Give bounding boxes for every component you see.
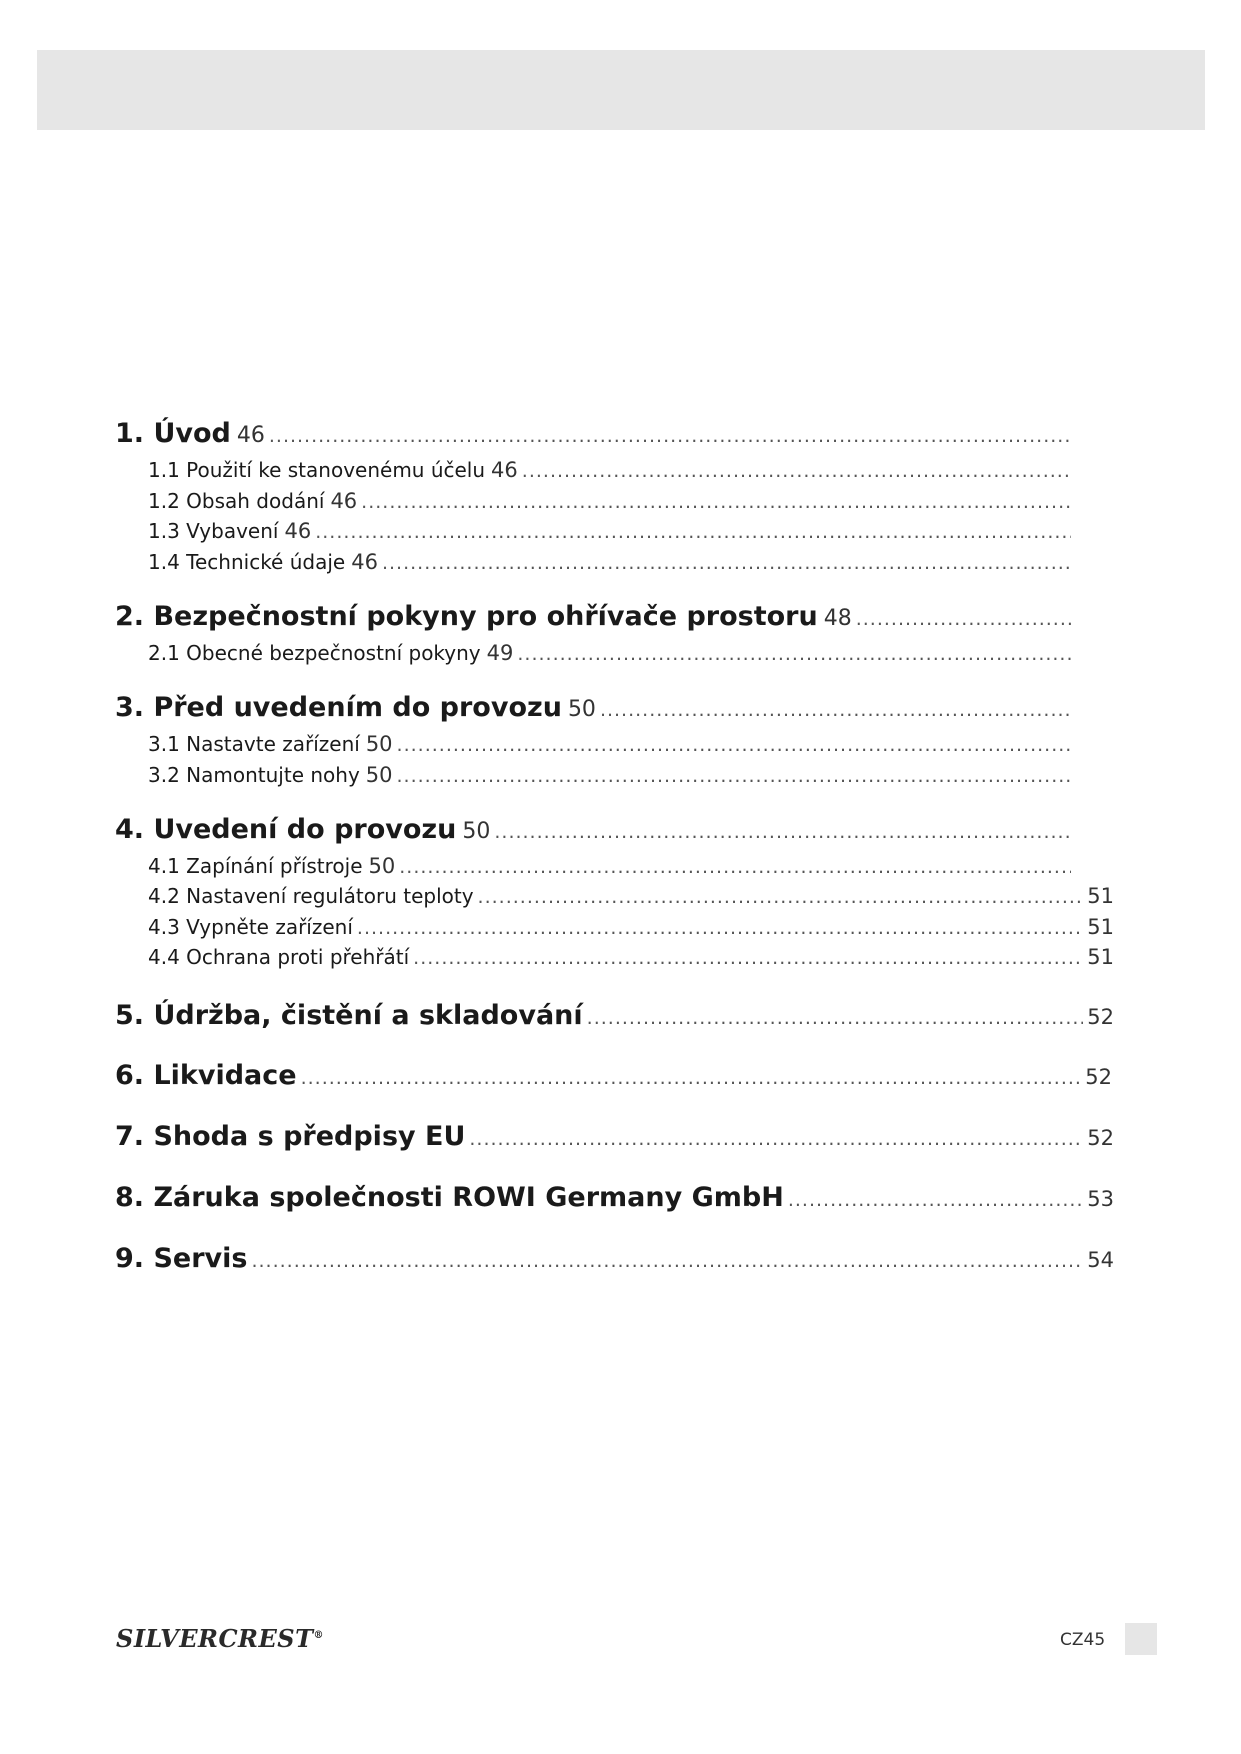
toc-entry-label: 4.4 Ochrana proti přehřátí <box>148 945 410 969</box>
registered-mark: ® <box>313 1630 324 1641</box>
brand-name: SILVERCREST <box>116 1624 314 1653</box>
toc-entry-page: 49 <box>486 641 514 665</box>
dot-leader <box>361 491 1071 513</box>
toc-entry-3[interactable] <box>115 692 1075 723</box>
toc-entry-4-2[interactable] <box>148 884 1114 908</box>
toc-entry-label: 3.1 Nastavte zařízení <box>148 732 360 756</box>
dot-leader <box>478 886 1084 908</box>
toc-entry-label: 4.3 Vypněte zařízení <box>148 915 353 939</box>
toc-entry-1-4[interactable] <box>148 550 1075 574</box>
toc-entry-6[interactable] <box>115 1060 1112 1091</box>
toc-entry-2[interactable] <box>115 601 1075 632</box>
toc-entry-label: 1.2 Obsah dodání <box>148 489 325 513</box>
toc-entry-9[interactable] <box>115 1243 1114 1274</box>
toc-entry-8[interactable] <box>115 1182 1114 1213</box>
toc-entry-page: 46 <box>491 458 518 482</box>
toc-entry-label: 4. Uvedení do provozu <box>115 814 457 845</box>
toc-entry-2-1[interactable] <box>148 641 1075 665</box>
toc-entry-page: 51 <box>1087 945 1114 969</box>
dot-leader <box>397 734 1071 756</box>
page-number: CZ45 <box>1060 1630 1106 1650</box>
toc-entry-3-2[interactable] <box>148 763 1075 787</box>
toc-entry-label: 9. Servis <box>115 1243 248 1274</box>
toc-entry-label: 4.1 Zapínání přístroje <box>148 854 363 878</box>
dot-leader <box>357 917 1083 939</box>
toc-entry-page: 46 <box>330 489 358 513</box>
toc-entry-1-3[interactable] <box>148 519 1075 543</box>
toc-entry-page: 46 <box>284 519 312 543</box>
dot-leader <box>600 699 1071 721</box>
toc-entry-page: 50 <box>462 819 491 844</box>
silvercrest-logo <box>116 1624 324 1653</box>
toc-entry-1[interactable] <box>115 418 1075 449</box>
toc-entry-7[interactable] <box>115 1121 1114 1152</box>
toc-entry-4-1[interactable] <box>148 854 1075 878</box>
toc-entry-1-2[interactable] <box>148 489 1075 513</box>
toc-entry-page: 50 <box>365 763 393 787</box>
toc-entry-4-3[interactable] <box>148 915 1114 939</box>
dot-leader <box>251 1250 1083 1272</box>
toc-entry-page: 51 <box>1087 915 1114 939</box>
dot-leader <box>788 1189 1083 1211</box>
toc-entry-page: 50 <box>365 732 393 756</box>
toc-entry-page: 53 <box>1087 1187 1114 1211</box>
dot-leader <box>269 425 1071 447</box>
dot-leader <box>469 1128 1083 1150</box>
dot-leader <box>522 460 1071 482</box>
toc-entry-label: 7. Shoda s předpisy EU <box>115 1121 466 1152</box>
dot-leader <box>399 856 1071 878</box>
dot-leader <box>494 821 1071 843</box>
header-band <box>37 50 1205 130</box>
toc-entry-5[interactable] <box>115 1000 1114 1031</box>
toc-entry-page: 46 <box>351 550 378 574</box>
toc-entry-4-4[interactable] <box>148 945 1114 969</box>
dot-leader <box>382 552 1071 574</box>
toc-entry-label: 8. Záruka společnosti ROWI Germany GmbH <box>115 1182 784 1213</box>
dot-leader <box>413 947 1083 969</box>
toc-entry-label: 2. Bezpečnostní pokyny pro ohřívače prostoru <box>115 601 818 632</box>
toc-entry-label: 1.3 Vybavení <box>148 519 279 543</box>
toc-entry-page: 46 <box>236 423 265 448</box>
toc-entry-page: 50 <box>368 854 396 878</box>
toc-entry-label: 2.1 Obecné bezpečnostní pokyny <box>148 641 481 665</box>
page-tab-marker <box>1125 1623 1157 1655</box>
toc-entry-page: 48 <box>823 606 852 631</box>
dot-leader <box>397 765 1071 787</box>
toc-entry-label: 1.4 Technické údaje <box>148 550 346 574</box>
toc-entry-page: 52 <box>1085 1065 1112 1089</box>
dot-leader <box>856 608 1071 630</box>
toc-entry-label: 1.1 Použití ke stanovenému účelu <box>148 458 486 482</box>
dot-leader <box>301 1067 1082 1089</box>
dot-leader <box>587 1007 1084 1029</box>
toc-entry-page: 54 <box>1087 1248 1114 1272</box>
toc-entry-4[interactable] <box>115 814 1075 845</box>
dot-leader <box>517 643 1071 665</box>
dot-leader <box>315 521 1071 543</box>
toc-entry-label: 4.2 Nastavení regulátoru teploty <box>148 884 474 908</box>
toc-entry-3-1[interactable] <box>148 732 1075 756</box>
toc-entry-label: 6. Likvidace <box>115 1060 297 1091</box>
toc-entry-label: 3.2 Namontujte nohy <box>148 763 360 787</box>
toc-entry-page: 51 <box>1087 884 1114 908</box>
toc-entry-page: 50 <box>567 697 596 722</box>
toc-entry-page: 52 <box>1087 1126 1114 1150</box>
toc-entry-label: 3. Před uvedením do provozu <box>115 692 562 723</box>
toc-entry-label: 1. Úvod <box>115 418 231 449</box>
toc-entry-1-1[interactable] <box>148 458 1075 482</box>
toc-entry-page: 52 <box>1087 1005 1114 1029</box>
toc-entry-label: 5. Údržba, čistění a skladování <box>115 1000 583 1031</box>
